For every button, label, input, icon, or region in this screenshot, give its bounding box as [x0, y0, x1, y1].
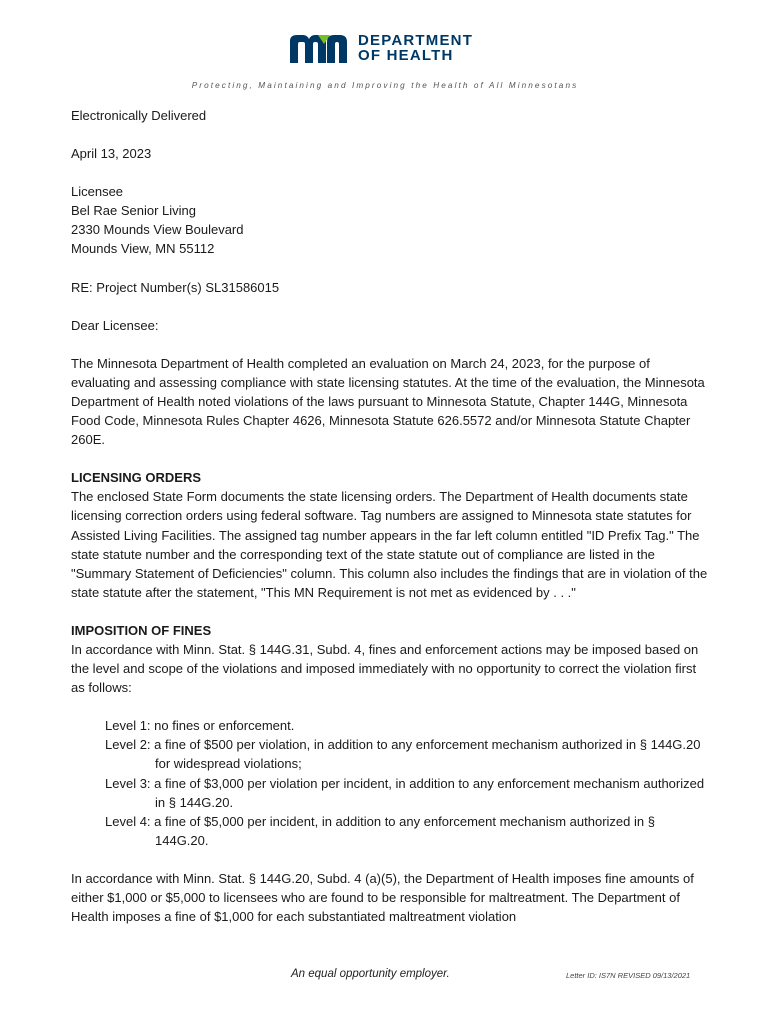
letter-body	[71, 106, 711, 945]
fine-level-item: Level 2: a fine of $500 per violation, in addition to any enforcement mechanism authorized in § 144G.20 for widespread violations;	[105, 737, 701, 772]
intro-paragraph: The Minnesota Department of Health completed an evaluation on March 24, 2023, for the purpose of evaluating and assessing compliance with state licensing statutes. At the time of the evaluation, the Minnesota Department of Health noted violations of the laws pursuant to Minnesota Statute, Chapter 144G, Minnesota Food Code, Minnesota Rules Chapter 4626, Minnesota Statute 626.5572 and/or Minnesota Statute Chapter 260E.	[71, 355, 705, 448]
letter-date: April 13, 2023	[71, 146, 152, 162]
licensing-orders-section	[71, 468, 711, 602]
org-name-line1: DEPARTMENT	[358, 32, 474, 49]
equal-opportunity-statement: An equal opportunity employer.	[291, 968, 450, 980]
fine-levels-list	[105, 716, 711, 850]
fine-level-item: Level 1: no fines or enforcement.	[105, 718, 295, 734]
licensing-orders-body: The enclosed State Form documents the state licensing orders. The Department of Health documents state licensing correction orders using federal software. Tag numbers are assigned to Minnesota state statutes for Assisted Living Facilities. The assigned tag number appears in the far left column entitled "ID Prefix Tag." The state statute number and the corresponding text of the state statute out of compliance are listed in the "Summary Statement of Deficiencies" column. This column also includes the findings that are in violation of the state statute after the statement, "This MN Requirement is not met as evidenced by . . ."	[71, 489, 708, 600]
recipient-line: Bel Rae Senior Living	[71, 203, 197, 219]
fines-section	[71, 621, 711, 697]
salutation: Dear Licensee:	[71, 317, 159, 333]
recipient-address	[71, 182, 711, 258]
licensing-orders-heading: LICENSING ORDERS	[71, 470, 202, 486]
tagline: Protecting, Maintaining and Improving the Health of All Minnesotans	[191, 81, 579, 90]
org-name-line2: OF HEALTH	[358, 46, 454, 64]
fines-heading: IMPOSITION OF FINES	[71, 622, 212, 638]
re-line: RE: Project Number(s) SL31586015	[71, 279, 280, 295]
fine-level-item: Level 3: a fine of $3,000 per violation per incident, in addition to any enforcement mechanism authorized in § 144G.20.	[105, 775, 705, 810]
mdh-logo	[290, 33, 490, 67]
fines-body: In accordance with Minn. Stat. § 144G.31, Subd. 4, fines and enforcement actions may be imposed based on the level and scope of the violations and imposed immediately with no opportunity to correct the violation first as follows:	[71, 641, 699, 696]
maltreatment-paragraph: In accordance with Minn. Stat. § 144G.20, Subd. 4 (a)(5), the Department of Health imposes fine amounts of either $1,000 or $5,000 to licensees who are found to be responsible for maltreatment. The Department of Health imposes a fine of $1,000 for each substantiated maltreatment violation	[71, 870, 694, 925]
recipient-line: Mounds View, MN 55112	[71, 241, 215, 257]
recipient-line: 2330 Mounds View Boulevard	[71, 222, 244, 238]
recipient-line: Licensee	[71, 184, 124, 200]
delivery-method: Electronically Delivered	[71, 108, 207, 123]
letter-id: Letter ID: IS7N REVISED 09/13/2021	[566, 971, 691, 980]
fine-level-item: Level 4: a fine of $5,000 per incident, in addition to any enforcement mechanism authorized in § 144G.20.	[105, 813, 655, 848]
mn-logo-icon	[290, 35, 354, 63]
org-name	[358, 34, 473, 63]
